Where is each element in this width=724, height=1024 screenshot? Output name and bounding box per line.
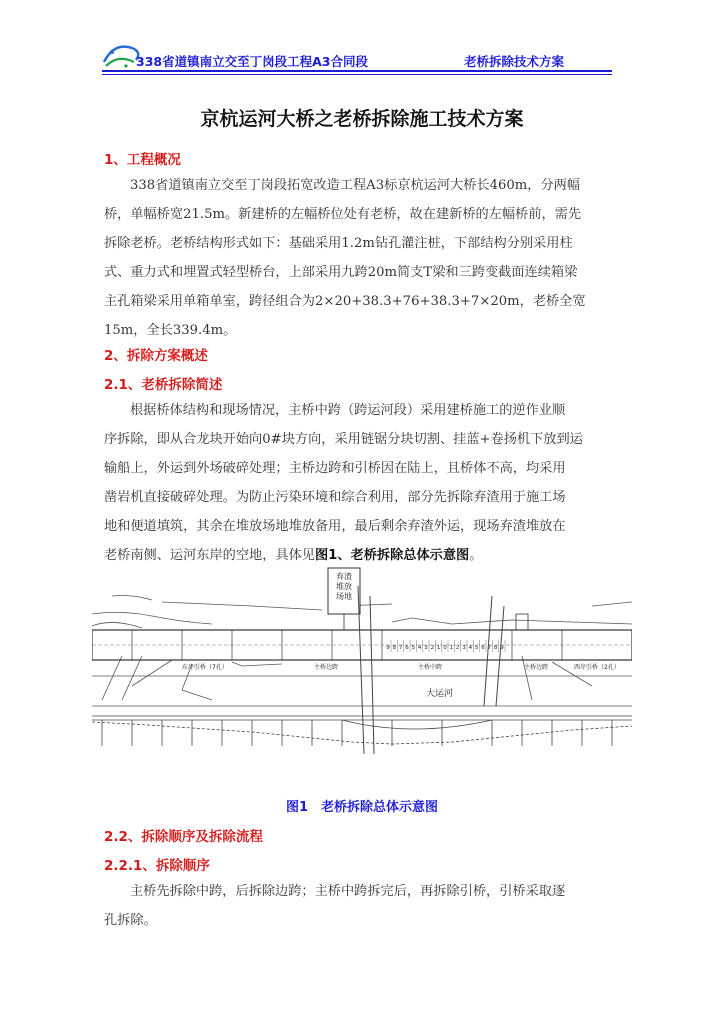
section-1-paragraph — [104, 171, 624, 345]
text-line: 凿岩机直接破碎处理。为防止污染环境和综合利用，部分先拆除弃渣用于施工场 — [104, 490, 566, 505]
segment-number: 2 — [455, 645, 460, 651]
section-heading-2: 2、拆除方案概述 — [104, 348, 208, 364]
page-header — [102, 48, 612, 70]
text-line: 根据桥体结构和现场情况，主桥中跨（跨运河段）采用建桥施工的逆作业顺 — [130, 403, 566, 418]
section-heading-2-2-1: 2.2.1、拆除顺序 — [104, 858, 210, 874]
segment-number: 9 — [386, 645, 390, 651]
figure-caption: 图1 老桥拆除总体示意图 — [285, 800, 439, 815]
span-label-main-side-right: 主桥边跨 — [524, 664, 549, 671]
segment-number: 7 — [398, 645, 403, 651]
segment-number: 6 — [481, 645, 485, 651]
text-line: 孔拆除。 — [104, 913, 157, 928]
section-2-1-paragraph — [104, 396, 624, 570]
bridge-demolition-figure — [92, 566, 632, 754]
section-heading-2-1: 2.1、老桥拆除简述 — [104, 377, 223, 393]
text-line: 拆除老桥。老桥结构形式如下：基础采用1.2m钻孔灌注桩，下部结构分别采用柱 — [104, 236, 573, 251]
text-line: 式、重力式和埋置式轻型桥台，上部采用九跨20m简支T梁和三跨变截面连续箱梁 — [104, 265, 578, 280]
segment-number: 3 — [462, 645, 466, 651]
span-label-main-mid: 主桥中跨 — [418, 664, 443, 671]
segment-number: 6 — [405, 645, 409, 651]
segment-number: 4 — [468, 645, 473, 651]
segment-number: 5 — [411, 645, 416, 651]
text-line: 输船上，外运到外场破碎处理；主桥边跨和引桥因在陆上，且桥体不高，均采用 — [104, 461, 566, 476]
segment-number: 3 — [424, 645, 428, 651]
span-label-right-approach: 西岸引桥（2孔） — [574, 664, 620, 671]
text-line: 主桥先拆除中跨，后拆除边跨；主桥中跨拆完后，再拆除引桥，引桥采取逐 — [130, 884, 566, 899]
segment-number: 2 — [430, 645, 435, 651]
section-heading-2-2: 2.2、拆除顺序及拆除流程 — [104, 829, 263, 845]
segment-number: 1 — [436, 645, 441, 651]
header-rule — [102, 70, 612, 72]
text-line: 地和便道填筑，其余在堆放场地堆放备用，最后剩余弃渣外运，现场弃渣堆放在 — [104, 519, 566, 534]
text-line: 主孔箱梁采用单箱单室，跨径组合为2×20+38.3+76+38.3+7×20m，老桥全宽 — [104, 294, 586, 309]
segment-number: 5 — [474, 645, 479, 651]
segment-number: 8 — [392, 645, 397, 651]
header-project-name: 338省道镇南立交至丁岗段工程A3合同段 — [136, 54, 368, 69]
span-label-main-side-left: 主桥边跨 — [314, 664, 339, 671]
text-fragment: 。 — [469, 548, 483, 563]
segment-number: 4 — [417, 645, 422, 651]
text-line: 序拆除，即从合龙块开始向0#块方向，采用链锯分块切割、挂蓝+卷扬机下放到运 — [104, 432, 583, 447]
segment-number: 1 — [449, 645, 454, 651]
span-label-left-approach: 东岸引桥（7孔） — [182, 664, 228, 671]
section-2-2-1-paragraph — [104, 877, 624, 935]
segment-number: 9 — [500, 645, 504, 651]
header-doc-name: 老桥拆除技术方案 — [463, 54, 564, 69]
segment-number: 0 — [443, 645, 447, 651]
section-heading-1: 1、工程概况 — [104, 152, 181, 168]
header-rule-thin — [102, 74, 612, 75]
dump-site-label: 弃渣堆放场地 — [336, 572, 352, 601]
text-line: 桥，单幅桥宽21.5m。新建桥的左幅桥位处有老桥，故在建新桥的左幅桥前，需先 — [104, 207, 582, 222]
text-fragment: 老桥南侧、运河东岸的空地，具体见 — [104, 548, 315, 563]
document-title: 京杭运河大桥之老桥拆除施工技术方案 — [200, 108, 524, 130]
segment-number: 8 — [493, 645, 498, 651]
figure-reference: 图1、老桥拆除总体示意图 — [315, 548, 470, 563]
river-label: 大运河 — [426, 689, 454, 699]
text-line: 338省道镇南立交至丁岗段拓宽改造工程A3标京杭运河大桥长460m，分两幅 — [130, 178, 581, 193]
text-line: 15m，全长339.4m。 — [104, 323, 237, 338]
segment-number: 7 — [487, 645, 492, 651]
